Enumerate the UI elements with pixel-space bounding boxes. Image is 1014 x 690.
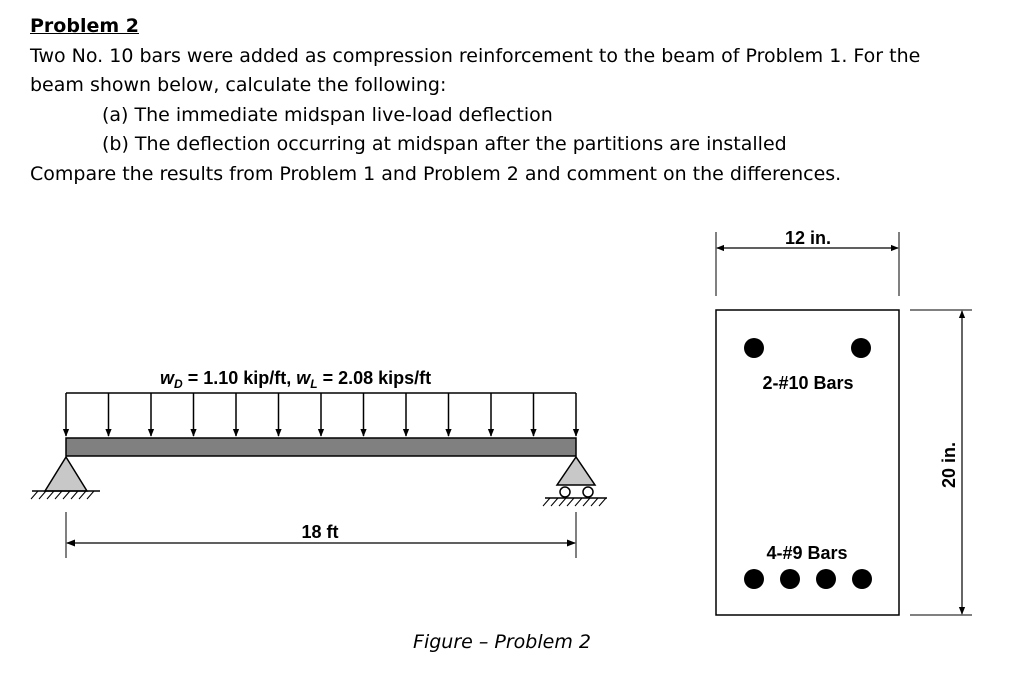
bottom-bar-1: [744, 569, 764, 589]
beam: [66, 438, 576, 456]
closing-line: Compare the results from Problem 1 and Problem 2 and comment on the differences.: [30, 162, 842, 185]
load-label: $w_D = 1.10$ kip/ft, $w_L = 2.08$ kips/ft: [160, 368, 432, 391]
hatch-line: [591, 498, 598, 506]
bottom-bar-3: [816, 569, 836, 589]
bottom-bar-4: [852, 569, 872, 589]
hatch-line: [567, 498, 574, 506]
intro-line-2: beam shown below, calculate the following:: [30, 74, 447, 96]
hatch-line: [39, 491, 46, 499]
hatch-line: [551, 498, 558, 506]
hatch-line: [559, 498, 566, 506]
hatch-line: [71, 491, 78, 499]
figure-caption: Figure – Problem 2: [413, 631, 591, 653]
span-label: 18 ft: [301, 522, 339, 542]
top-bar-2: [851, 338, 871, 358]
distributed-load: [66, 393, 576, 436]
intro-line-1: Two No. 10 bars were added as compression reinforcement to the beam of Problem 1. For the: [30, 44, 921, 67]
cross-section: [716, 310, 899, 615]
top-bars-label: 2-#10 Bars: [762, 373, 854, 393]
roller-support: [543, 457, 607, 506]
item-a: (a) The immediate midspan live-load deflection: [102, 103, 553, 126]
width-label: 12 in.: [784, 228, 832, 248]
hatch-line: [583, 498, 590, 506]
hatch-line: [47, 491, 54, 499]
hatch-line: [55, 491, 62, 499]
hatch-line: [543, 498, 550, 506]
hatch-line: [31, 491, 38, 499]
hatch-line: [575, 498, 582, 506]
item-b: (b) The deflection occurring at midspan after the partitions are installed: [102, 133, 787, 155]
hatch-line: [87, 491, 94, 499]
top-bar-1: [744, 338, 764, 358]
bottom-bars-label: 4-#9 Bars: [766, 543, 848, 563]
hatch-line: [599, 498, 606, 506]
height-label: 20 in.: [939, 441, 959, 489]
problem-title: Problem 2: [30, 15, 139, 37]
bottom-bar-2: [780, 569, 800, 589]
pin-support: [31, 457, 100, 499]
hatch-line: [63, 491, 70, 499]
hatch-line: [79, 491, 86, 499]
load-arrows: [66, 393, 576, 436]
